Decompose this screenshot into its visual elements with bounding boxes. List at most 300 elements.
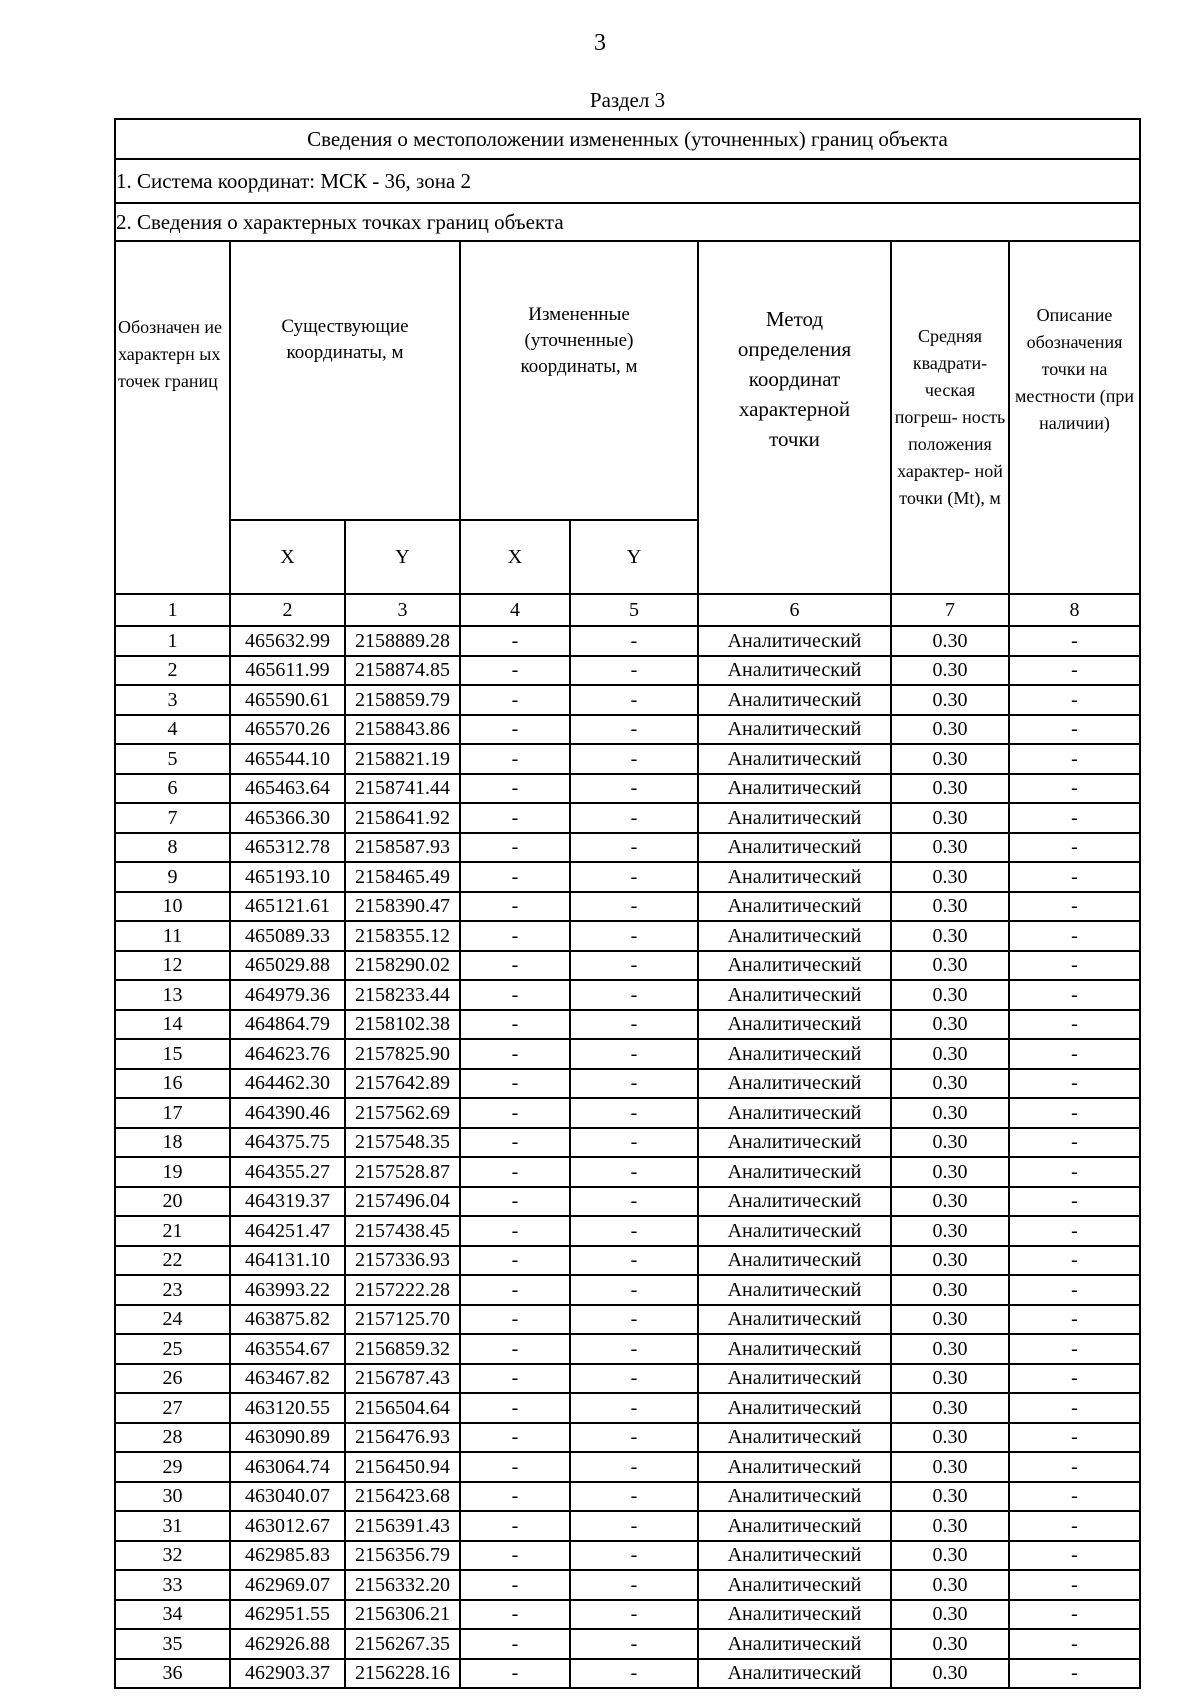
cell-existing-y: 2157336.93	[345, 1246, 460, 1276]
cell-changed-y: -	[570, 1511, 698, 1541]
cell-existing-y: 2156332.20	[345, 1570, 460, 1600]
cell-description: -	[1009, 803, 1140, 833]
cell-description: -	[1009, 1098, 1140, 1128]
cell-changed-x: -	[460, 1570, 570, 1600]
cell-changed-x: -	[460, 1393, 570, 1423]
cell-point-id: 18	[115, 1128, 230, 1158]
cell-point-id: 36	[115, 1659, 230, 1689]
cell-existing-y: 2157548.35	[345, 1128, 460, 1158]
cell-description: -	[1009, 1157, 1140, 1187]
cell-error-mt: 0.30	[891, 1511, 1009, 1541]
cell-description: -	[1009, 862, 1140, 892]
cell-method: Аналитический	[698, 803, 891, 833]
cell-changed-y: -	[570, 1452, 698, 1482]
cell-error-mt: 0.30	[891, 744, 1009, 774]
cell-changed-y: -	[570, 951, 698, 981]
cell-existing-x: 465463.64	[230, 774, 345, 804]
points-heading-row	[115, 203, 1140, 241]
cell-changed-x: -	[460, 1659, 570, 1689]
cell-method: Аналитический	[698, 1600, 891, 1630]
cell-changed-x: -	[460, 833, 570, 863]
cell-point-id: 28	[115, 1423, 230, 1453]
cell-method: Аналитический	[698, 1128, 891, 1158]
cell-point-id: 35	[115, 1629, 230, 1659]
cell-changed-x: -	[460, 921, 570, 951]
table-row	[115, 1157, 1140, 1187]
header-existing-x: X	[230, 520, 345, 594]
cell-point-id: 20	[115, 1187, 230, 1217]
cell-method: Аналитический	[698, 1039, 891, 1069]
column-number: 4	[460, 594, 570, 626]
cell-existing-y: 2157496.04	[345, 1187, 460, 1217]
table-row	[115, 1187, 1140, 1217]
cell-method: Аналитический	[698, 656, 891, 686]
cell-existing-y: 2156228.16	[345, 1659, 460, 1689]
cell-changed-y: -	[570, 980, 698, 1010]
cell-changed-x: -	[460, 1098, 570, 1128]
table-row	[115, 715, 1140, 745]
cell-existing-y: 2158889.28	[345, 626, 460, 656]
cell-changed-x: -	[460, 1629, 570, 1659]
cell-error-mt: 0.30	[891, 892, 1009, 922]
cell-existing-x: 465121.61	[230, 892, 345, 922]
column-number: 2	[230, 594, 345, 626]
cell-changed-x: -	[460, 1423, 570, 1453]
cell-method: Аналитический	[698, 1482, 891, 1512]
cell-error-mt: 0.30	[891, 1393, 1009, 1423]
cell-description: -	[1009, 1305, 1140, 1335]
cell-description: -	[1009, 1423, 1140, 1453]
cell-error-mt: 0.30	[891, 1305, 1009, 1335]
table-row	[115, 1246, 1140, 1276]
cell-changed-y: -	[570, 1069, 698, 1099]
page-number: 3	[594, 30, 606, 56]
cell-changed-y: -	[570, 1659, 698, 1689]
header-existing-coords: Существующие координаты, м	[230, 241, 460, 520]
cell-existing-x: 464462.30	[230, 1069, 345, 1099]
cell-error-mt: 0.30	[891, 685, 1009, 715]
cell-error-mt: 0.30	[891, 715, 1009, 745]
cell-description: -	[1009, 1010, 1140, 1040]
cell-changed-x: -	[460, 656, 570, 686]
table-row	[115, 1570, 1140, 1600]
cell-error-mt: 0.30	[891, 1246, 1009, 1276]
cell-point-id: 29	[115, 1452, 230, 1482]
cell-method: Аналитический	[698, 1452, 891, 1482]
column-number: 6	[698, 594, 891, 626]
cell-point-id: 9	[115, 862, 230, 892]
cell-changed-x: -	[460, 1600, 570, 1630]
cell-changed-y: -	[570, 1216, 698, 1246]
cell-changed-y: -	[570, 1128, 698, 1158]
cell-point-id: 8	[115, 833, 230, 863]
cell-existing-y: 2157562.69	[345, 1098, 460, 1128]
cell-existing-x: 462985.83	[230, 1541, 345, 1571]
cell-existing-x: 462903.37	[230, 1659, 345, 1689]
cell-method: Аналитический	[698, 1511, 891, 1541]
cell-changed-x: -	[460, 1039, 570, 1069]
cell-changed-y: -	[570, 774, 698, 804]
cell-point-id: 22	[115, 1246, 230, 1276]
cell-existing-y: 2158741.44	[345, 774, 460, 804]
cell-changed-x: -	[460, 1157, 570, 1187]
cell-description: -	[1009, 1659, 1140, 1689]
cell-existing-x: 464623.76	[230, 1039, 345, 1069]
cell-existing-y: 2158102.38	[345, 1010, 460, 1040]
cell-error-mt: 0.30	[891, 656, 1009, 686]
cell-error-mt: 0.30	[891, 1157, 1009, 1187]
cell-existing-x: 464251.47	[230, 1216, 345, 1246]
table-row	[115, 1128, 1140, 1158]
cell-error-mt: 0.30	[891, 1069, 1009, 1099]
coord-system: 1. Система координат: МСК - 36, зона 2	[115, 159, 1140, 203]
cell-description: -	[1009, 1216, 1140, 1246]
cell-method: Аналитический	[698, 1098, 891, 1128]
cell-changed-x: -	[460, 803, 570, 833]
table-row	[115, 803, 1140, 833]
table-row	[115, 1069, 1140, 1099]
cell-description: -	[1009, 1334, 1140, 1364]
cell-changed-y: -	[570, 1334, 698, 1364]
cell-error-mt: 0.30	[891, 1600, 1009, 1630]
cell-changed-x: -	[460, 1452, 570, 1482]
column-numbers-row	[115, 594, 1140, 626]
cell-existing-x: 462951.55	[230, 1600, 345, 1630]
cell-error-mt: 0.30	[891, 1275, 1009, 1305]
cell-description: -	[1009, 685, 1140, 715]
cell-existing-x: 464131.10	[230, 1246, 345, 1276]
cell-description: -	[1009, 744, 1140, 774]
cell-error-mt: 0.30	[891, 951, 1009, 981]
cell-existing-x: 465312.78	[230, 833, 345, 863]
header-changed-coords: Измененные (уточненные) координаты, м	[460, 241, 698, 520]
table-row	[115, 1482, 1140, 1512]
cell-description: -	[1009, 1629, 1140, 1659]
cell-description: -	[1009, 1364, 1140, 1394]
cell-method: Аналитический	[698, 1629, 891, 1659]
cell-point-id: 24	[115, 1305, 230, 1335]
cell-changed-x: -	[460, 1128, 570, 1158]
points-heading: 2. Сведения о характерных точках границ объекта	[115, 203, 1140, 241]
cell-changed-y: -	[570, 921, 698, 951]
cell-existing-y: 2158390.47	[345, 892, 460, 922]
cell-changed-x: -	[460, 892, 570, 922]
cell-error-mt: 0.30	[891, 1128, 1009, 1158]
cell-method: Аналитический	[698, 862, 891, 892]
table-row	[115, 892, 1140, 922]
cell-error-mt: 0.30	[891, 803, 1009, 833]
cell-error-mt: 0.30	[891, 1098, 1009, 1128]
cell-changed-y: -	[570, 1393, 698, 1423]
cell-changed-y: -	[570, 1423, 698, 1453]
cell-existing-x: 465089.33	[230, 921, 345, 951]
header-existing-y: Y	[345, 520, 460, 594]
cell-method: Аналитический	[698, 744, 891, 774]
cell-existing-x: 464355.27	[230, 1157, 345, 1187]
coord-system-row	[115, 159, 1140, 203]
table-row	[115, 951, 1140, 981]
cell-description: -	[1009, 1128, 1140, 1158]
header-description: Описание обозначения точки на местности (при наличии)	[1009, 241, 1140, 594]
cell-changed-x: -	[460, 862, 570, 892]
cell-existing-x: 463012.67	[230, 1511, 345, 1541]
table-row	[115, 1275, 1140, 1305]
cell-existing-x: 463554.67	[230, 1334, 345, 1364]
cell-error-mt: 0.30	[891, 1039, 1009, 1069]
cell-changed-y: -	[570, 1010, 698, 1040]
cell-existing-x: 465632.99	[230, 626, 345, 656]
cell-changed-y: -	[570, 1305, 698, 1335]
cell-description: -	[1009, 1600, 1140, 1630]
cell-existing-y: 2158821.19	[345, 744, 460, 774]
cell-point-id: 14	[115, 1010, 230, 1040]
cell-changed-y: -	[570, 656, 698, 686]
cell-changed-y: -	[570, 626, 698, 656]
cell-point-id: 6	[115, 774, 230, 804]
table-row	[115, 1010, 1140, 1040]
cell-changed-y: -	[570, 1098, 698, 1128]
cell-changed-x: -	[460, 1187, 570, 1217]
table-row	[115, 1452, 1140, 1482]
table-row	[115, 1334, 1140, 1364]
cell-point-id: 25	[115, 1334, 230, 1364]
cell-changed-y: -	[570, 744, 698, 774]
header-changed-x: X	[460, 520, 570, 594]
cell-error-mt: 0.30	[891, 1629, 1009, 1659]
cell-method: Аналитический	[698, 1364, 891, 1394]
table-row	[115, 656, 1140, 686]
section-label: Раздел 3	[589, 88, 666, 112]
cell-method: Аналитический	[698, 1423, 891, 1453]
cell-existing-x: 463090.89	[230, 1423, 345, 1453]
cell-changed-x: -	[460, 1069, 570, 1099]
table-row	[115, 980, 1140, 1010]
cell-changed-x: -	[460, 1511, 570, 1541]
cell-changed-x: -	[460, 1275, 570, 1305]
cell-changed-y: -	[570, 1570, 698, 1600]
cell-method: Аналитический	[698, 1275, 891, 1305]
cell-point-id: 27	[115, 1393, 230, 1423]
cell-changed-y: -	[570, 892, 698, 922]
cell-method: Аналитический	[698, 1541, 891, 1571]
cell-existing-x: 465366.30	[230, 803, 345, 833]
cell-existing-x: 462969.07	[230, 1570, 345, 1600]
cell-method: Аналитический	[698, 1069, 891, 1099]
cell-changed-x: -	[460, 1541, 570, 1571]
cell-existing-y: 2156423.68	[345, 1482, 460, 1512]
cell-point-id: 19	[115, 1157, 230, 1187]
cell-point-id: 5	[115, 744, 230, 774]
cell-method: Аналитический	[698, 1187, 891, 1217]
cell-changed-x: -	[460, 1482, 570, 1512]
table-row	[115, 1393, 1140, 1423]
header-changed-y: Y	[570, 520, 698, 594]
cell-description: -	[1009, 1039, 1140, 1069]
cell-existing-y: 2156787.43	[345, 1364, 460, 1394]
cell-point-id: 11	[115, 921, 230, 951]
column-number: 1	[115, 594, 230, 626]
table-row	[115, 685, 1140, 715]
cell-error-mt: 0.30	[891, 833, 1009, 863]
cell-method: Аналитический	[698, 715, 891, 745]
cell-existing-y: 2156267.35	[345, 1629, 460, 1659]
cell-changed-x: -	[460, 774, 570, 804]
cell-existing-y: 2157642.89	[345, 1069, 460, 1099]
cell-description: -	[1009, 1541, 1140, 1571]
cell-existing-y: 2158290.02	[345, 951, 460, 981]
cell-existing-y: 2156476.93	[345, 1423, 460, 1453]
cell-method: Аналитический	[698, 921, 891, 951]
cell-point-id: 3	[115, 685, 230, 715]
cell-method: Аналитический	[698, 774, 891, 804]
cell-method: Аналитический	[698, 685, 891, 715]
cell-description: -	[1009, 1275, 1140, 1305]
cell-changed-y: -	[570, 1482, 698, 1512]
cell-existing-y: 2157438.45	[345, 1216, 460, 1246]
cell-changed-y: -	[570, 1600, 698, 1630]
cell-existing-x: 465544.10	[230, 744, 345, 774]
cell-error-mt: 0.30	[891, 774, 1009, 804]
boundary-points-table	[114, 118, 1141, 1689]
cell-description: -	[1009, 774, 1140, 804]
cell-point-id: 33	[115, 1570, 230, 1600]
cell-changed-x: -	[460, 1305, 570, 1335]
cell-point-id: 32	[115, 1541, 230, 1571]
cell-point-id: 10	[115, 892, 230, 922]
cell-error-mt: 0.30	[891, 1541, 1009, 1571]
cell-description: -	[1009, 626, 1140, 656]
cell-point-id: 2	[115, 656, 230, 686]
cell-method: Аналитический	[698, 1157, 891, 1187]
cell-changed-x: -	[460, 1364, 570, 1394]
cell-description: -	[1009, 921, 1140, 951]
cell-existing-x: 464375.75	[230, 1128, 345, 1158]
cell-description: -	[1009, 1069, 1140, 1099]
cell-existing-y: 2156356.79	[345, 1541, 460, 1571]
table-row	[115, 1629, 1140, 1659]
cell-method: Аналитический	[698, 892, 891, 922]
cell-point-id: 23	[115, 1275, 230, 1305]
table-row	[115, 1423, 1140, 1453]
cell-changed-y: -	[570, 1364, 698, 1394]
cell-point-id: 1	[115, 626, 230, 656]
cell-point-id: 31	[115, 1511, 230, 1541]
cell-changed-y: -	[570, 1246, 698, 1276]
cell-existing-x: 464864.79	[230, 1010, 345, 1040]
table-row	[115, 833, 1140, 863]
table-title-row	[115, 119, 1140, 159]
cell-point-id: 4	[115, 715, 230, 745]
cell-existing-x: 463875.82	[230, 1305, 345, 1335]
cell-method: Аналитический	[698, 1305, 891, 1335]
cell-changed-x: -	[460, 980, 570, 1010]
cell-existing-y: 2156391.43	[345, 1511, 460, 1541]
cell-error-mt: 0.30	[891, 1364, 1009, 1394]
cell-existing-y: 2158641.92	[345, 803, 460, 833]
table-row	[115, 1541, 1140, 1571]
cell-error-mt: 0.30	[891, 1187, 1009, 1217]
cell-error-mt: 0.30	[891, 921, 1009, 951]
cell-point-id: 30	[115, 1482, 230, 1512]
cell-description: -	[1009, 833, 1140, 863]
cell-method: Аналитический	[698, 1010, 891, 1040]
cell-existing-y: 2157222.28	[345, 1275, 460, 1305]
cell-existing-x: 464979.36	[230, 980, 345, 1010]
cell-description: -	[1009, 1452, 1140, 1482]
cell-point-id: 12	[115, 951, 230, 981]
header-error: Средняя квадрати- ческая погреш- ность положения характер- ной точки (Mt), м	[891, 241, 1009, 594]
cell-error-mt: 0.30	[891, 1423, 1009, 1453]
cell-error-mt: 0.30	[891, 626, 1009, 656]
column-number: 3	[345, 594, 460, 626]
cell-changed-y: -	[570, 1039, 698, 1069]
cell-existing-x: 463120.55	[230, 1393, 345, 1423]
cell-changed-x: -	[460, 626, 570, 656]
table-row	[115, 744, 1140, 774]
cell-existing-x: 465590.61	[230, 685, 345, 715]
cell-error-mt: 0.30	[891, 1216, 1009, 1246]
table-row	[115, 1511, 1140, 1541]
cell-method: Аналитический	[698, 951, 891, 981]
cell-changed-y: -	[570, 833, 698, 863]
cell-changed-y: -	[570, 1275, 698, 1305]
table-row	[115, 1659, 1140, 1689]
cell-existing-x: 463993.22	[230, 1275, 345, 1305]
cell-existing-x: 464319.37	[230, 1187, 345, 1217]
cell-changed-x: -	[460, 715, 570, 745]
table-row	[115, 1364, 1140, 1394]
cell-description: -	[1009, 1393, 1140, 1423]
cell-description: -	[1009, 892, 1140, 922]
cell-changed-y: -	[570, 862, 698, 892]
cell-point-id: 7	[115, 803, 230, 833]
cell-point-id: 17	[115, 1098, 230, 1128]
cell-existing-y: 2156859.32	[345, 1334, 460, 1364]
cell-changed-x: -	[460, 1010, 570, 1040]
cell-description: -	[1009, 1482, 1140, 1512]
cell-existing-y: 2158874.85	[345, 656, 460, 686]
cell-description: -	[1009, 1570, 1140, 1600]
cell-description: -	[1009, 656, 1140, 686]
table-row	[115, 1039, 1140, 1069]
cell-method: Аналитический	[698, 1659, 891, 1689]
cell-point-id: 34	[115, 1600, 230, 1630]
cell-error-mt: 0.30	[891, 1334, 1009, 1364]
header-designation: Обозначен ие характерн ых точек границ	[115, 241, 230, 594]
cell-changed-x: -	[460, 1334, 570, 1364]
cell-method: Аналитический	[698, 1334, 891, 1364]
cell-existing-y: 2156306.21	[345, 1600, 460, 1630]
cell-error-mt: 0.30	[891, 862, 1009, 892]
cell-changed-y: -	[570, 1187, 698, 1217]
table-title: Сведения о местоположении измененных (уточненных) границ объекта	[115, 119, 1140, 159]
cell-changed-x: -	[460, 1216, 570, 1246]
cell-existing-y: 2158233.44	[345, 980, 460, 1010]
cell-point-id: 13	[115, 980, 230, 1010]
cell-existing-x: 463040.07	[230, 1482, 345, 1512]
cell-error-mt: 0.30	[891, 1482, 1009, 1512]
cell-point-id: 16	[115, 1069, 230, 1099]
cell-existing-y: 2157825.90	[345, 1039, 460, 1069]
cell-method: Аналитический	[698, 980, 891, 1010]
cell-changed-y: -	[570, 1157, 698, 1187]
cell-description: -	[1009, 1187, 1140, 1217]
cell-description: -	[1009, 1246, 1140, 1276]
table-row	[115, 1098, 1140, 1128]
cell-existing-x: 463064.74	[230, 1452, 345, 1482]
table-row	[115, 774, 1140, 804]
cell-existing-x: 465570.26	[230, 715, 345, 745]
